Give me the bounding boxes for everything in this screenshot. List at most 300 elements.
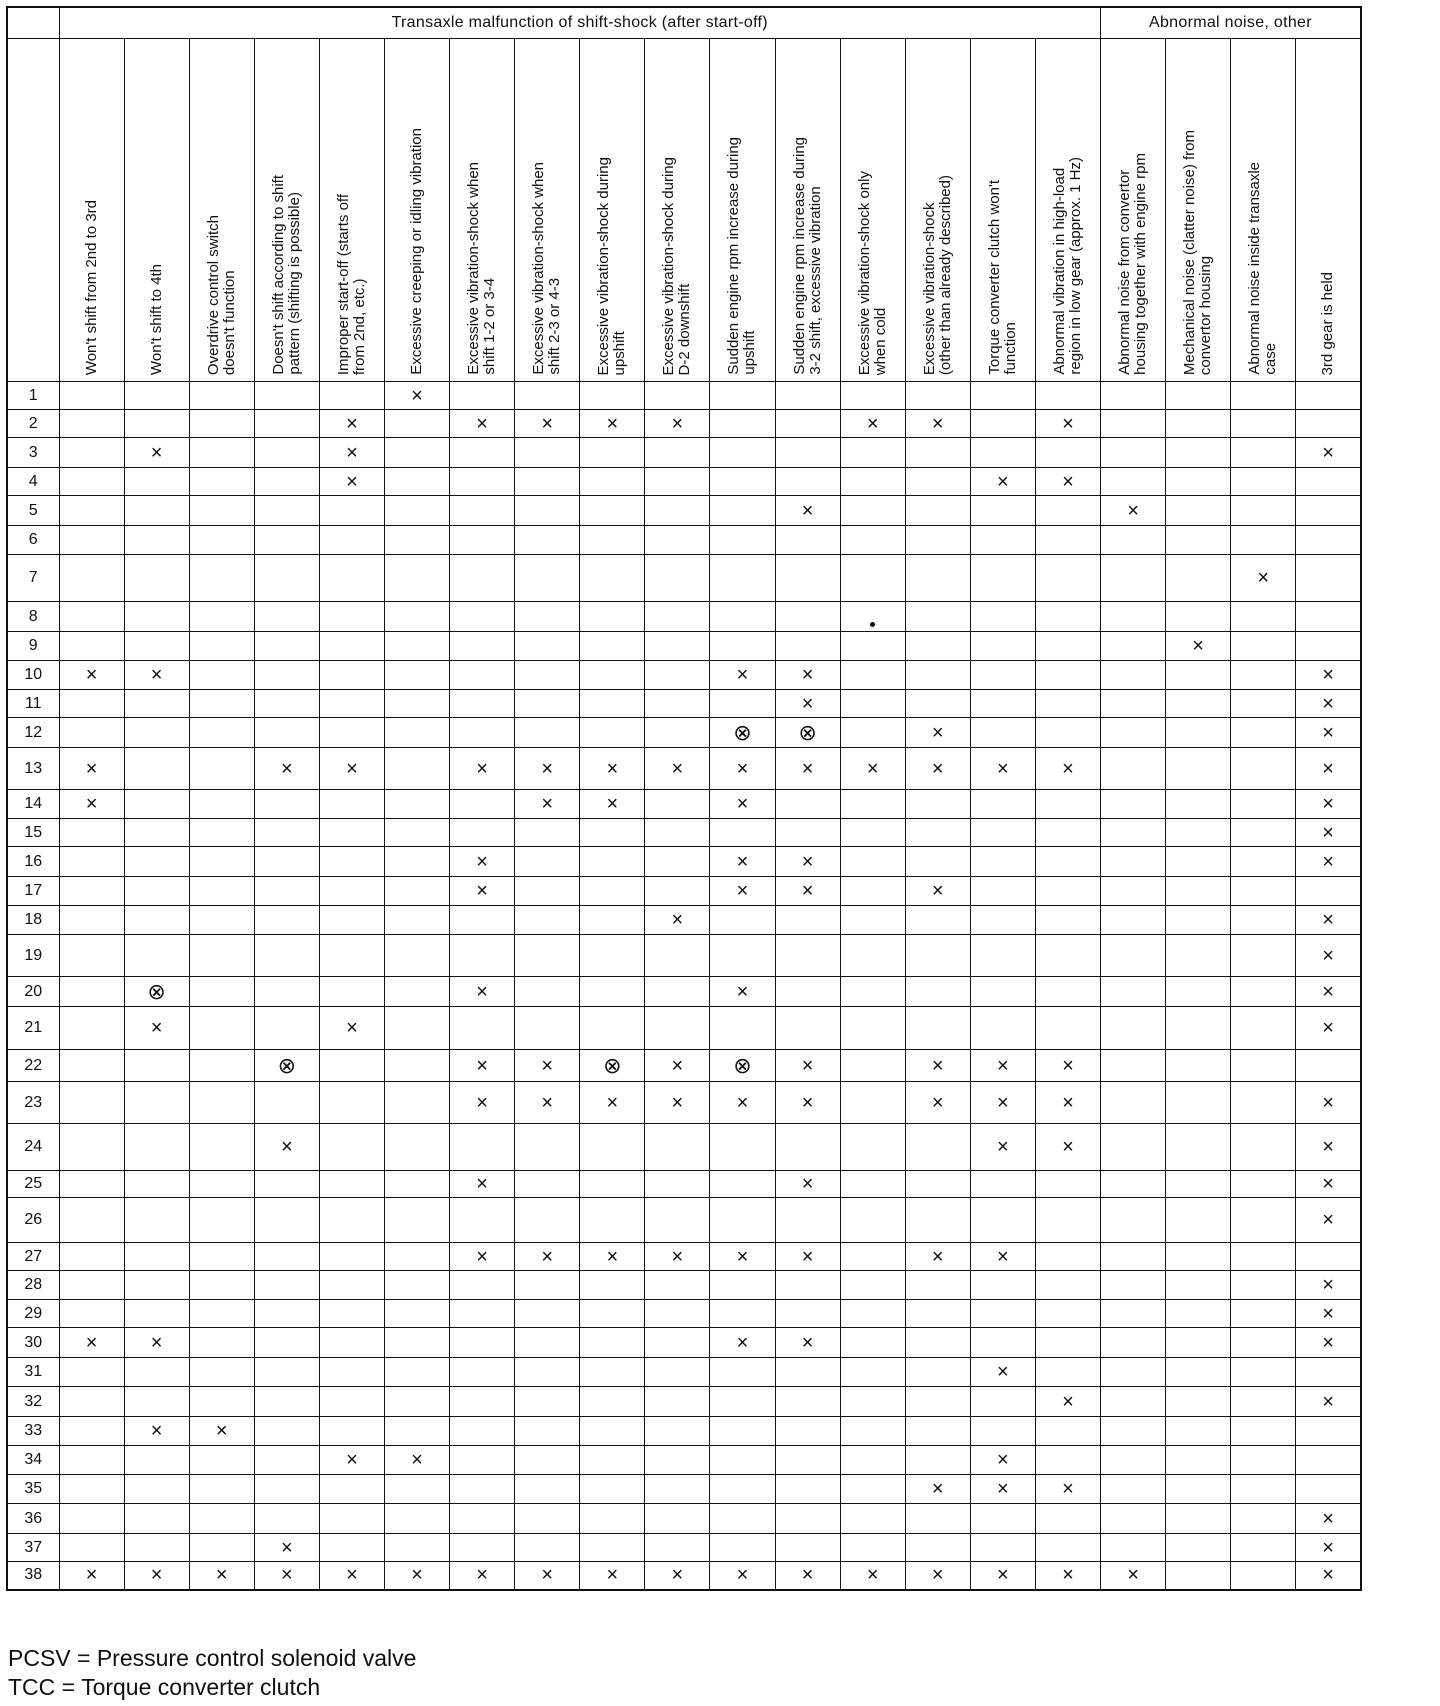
table-row xyxy=(7,1271,1361,1300)
empty-cell xyxy=(1101,1328,1166,1358)
cross-mark: × xyxy=(450,1171,515,1198)
column-header-label: Mechanical noise (clatter noise) from convertor housing xyxy=(1181,129,1215,375)
table-row xyxy=(7,1171,1361,1198)
empty-cell xyxy=(645,526,710,555)
empty-cell xyxy=(189,496,254,526)
empty-cell xyxy=(1231,1562,1296,1590)
empty-cell xyxy=(775,1446,840,1475)
empty-cell xyxy=(515,977,580,1007)
cross-mark: × xyxy=(59,661,124,690)
empty-cell xyxy=(710,438,775,468)
empty-cell xyxy=(970,602,1035,632)
empty-cell xyxy=(254,1417,319,1446)
empty-cell xyxy=(1166,819,1231,847)
column-header xyxy=(254,39,319,382)
empty-cell xyxy=(645,382,710,410)
empty-cell xyxy=(319,1171,384,1198)
empty-cell xyxy=(840,1050,905,1082)
empty-cell xyxy=(1166,1171,1231,1198)
empty-cell xyxy=(59,935,124,977)
empty-cell xyxy=(840,438,905,468)
empty-cell xyxy=(840,1082,905,1124)
cross-mark: × xyxy=(580,748,645,790)
empty-cell xyxy=(1101,1271,1166,1300)
empty-cell xyxy=(384,906,449,935)
empty-cell xyxy=(1101,1417,1166,1446)
group-header-transaxle: Transaxle malfunction of shift-shock (after start-off) xyxy=(59,7,1101,39)
empty-cell xyxy=(645,1534,710,1562)
cross-mark: × xyxy=(710,847,775,877)
empty-cell xyxy=(710,1534,775,1562)
table-row xyxy=(7,819,1361,847)
empty-cell xyxy=(645,468,710,496)
cross-mark: × xyxy=(970,468,1035,496)
empty-cell xyxy=(1296,555,1361,602)
empty-cell xyxy=(59,410,124,438)
cross-mark: × xyxy=(515,1562,580,1590)
empty-cell xyxy=(59,382,124,410)
empty-cell xyxy=(840,382,905,410)
cross-mark: × xyxy=(1101,496,1166,526)
empty-cell xyxy=(384,468,449,496)
empty-cell xyxy=(384,1007,449,1050)
cross-mark: × xyxy=(775,1082,840,1124)
row-number: 26 xyxy=(7,1198,59,1243)
empty-cell xyxy=(124,496,189,526)
empty-cell xyxy=(124,819,189,847)
cross-mark: × xyxy=(1035,410,1100,438)
empty-cell xyxy=(905,847,970,877)
empty-cell xyxy=(710,1475,775,1504)
empty-cell xyxy=(1101,1007,1166,1050)
empty-cell xyxy=(1231,526,1296,555)
empty-cell xyxy=(124,1300,189,1328)
row-number: 32 xyxy=(7,1387,59,1417)
empty-cell xyxy=(710,906,775,935)
empty-cell xyxy=(580,1124,645,1171)
cross-mark: × xyxy=(1296,819,1361,847)
empty-cell xyxy=(840,1300,905,1328)
empty-cell xyxy=(905,1417,970,1446)
empty-cell xyxy=(1101,1300,1166,1328)
empty-cell xyxy=(775,935,840,977)
empty-cell xyxy=(710,496,775,526)
cross-mark: × xyxy=(254,1124,319,1171)
empty-cell xyxy=(189,661,254,690)
empty-cell xyxy=(1296,496,1361,526)
cross-mark: × xyxy=(775,1050,840,1082)
table-row xyxy=(7,935,1361,977)
empty-cell xyxy=(384,790,449,819)
row-number: 37 xyxy=(7,1534,59,1562)
cross-mark: × xyxy=(124,1562,189,1590)
empty-cell xyxy=(645,1475,710,1504)
table-row xyxy=(7,1562,1361,1590)
cross-mark: × xyxy=(775,1562,840,1590)
empty-cell xyxy=(905,1328,970,1358)
empty-cell xyxy=(254,382,319,410)
empty-cell xyxy=(515,1300,580,1328)
empty-cell xyxy=(775,555,840,602)
cross-mark: × xyxy=(905,1562,970,1590)
empty-cell xyxy=(1166,1243,1231,1271)
empty-cell xyxy=(840,1007,905,1050)
table-row xyxy=(7,1387,1361,1417)
empty-cell xyxy=(970,819,1035,847)
cross-mark: × xyxy=(1296,1171,1361,1198)
empty-cell xyxy=(1296,877,1361,906)
empty-cell xyxy=(1035,1534,1100,1562)
empty-cell xyxy=(189,438,254,468)
empty-cell xyxy=(580,847,645,877)
cross-mark: × xyxy=(124,1328,189,1358)
empty-cell xyxy=(1231,1534,1296,1562)
empty-cell xyxy=(189,555,254,602)
row-number-header xyxy=(7,39,59,382)
row-number: 16 xyxy=(7,847,59,877)
empty-cell xyxy=(450,632,515,661)
empty-cell xyxy=(254,1504,319,1534)
empty-cell xyxy=(840,1387,905,1417)
empty-cell xyxy=(450,1328,515,1358)
empty-cell xyxy=(515,1475,580,1504)
empty-cell xyxy=(840,906,905,935)
empty-cell xyxy=(710,1198,775,1243)
empty-cell xyxy=(59,819,124,847)
cross-mark: × xyxy=(59,748,124,790)
empty-cell xyxy=(124,1504,189,1534)
empty-cell xyxy=(580,1358,645,1387)
empty-cell xyxy=(384,1243,449,1271)
cross-mark: × xyxy=(905,748,970,790)
empty-cell xyxy=(59,1198,124,1243)
empty-cell xyxy=(710,1417,775,1446)
column-header-label: 3rd gear is held xyxy=(1319,271,1337,375)
empty-cell xyxy=(905,555,970,602)
cross-mark: × xyxy=(905,877,970,906)
empty-cell xyxy=(59,468,124,496)
column-header xyxy=(319,39,384,382)
empty-cell xyxy=(1101,382,1166,410)
empty-cell xyxy=(515,1446,580,1475)
empty-cell xyxy=(59,1007,124,1050)
empty-cell xyxy=(840,847,905,877)
row-number: 9 xyxy=(7,632,59,661)
empty-cell xyxy=(189,632,254,661)
empty-cell xyxy=(580,877,645,906)
empty-cell xyxy=(515,935,580,977)
table-row xyxy=(7,555,1361,602)
empty-cell xyxy=(450,1124,515,1171)
cross-mark: × xyxy=(1296,1328,1361,1358)
empty-cell xyxy=(1166,410,1231,438)
empty-cell xyxy=(450,468,515,496)
empty-cell xyxy=(710,1124,775,1171)
empty-cell xyxy=(515,496,580,526)
empty-cell xyxy=(59,1082,124,1124)
empty-cell xyxy=(1231,819,1296,847)
empty-cell xyxy=(254,935,319,977)
empty-cell xyxy=(384,1475,449,1504)
empty-cell xyxy=(319,935,384,977)
cross-mark: × xyxy=(970,1124,1035,1171)
empty-cell xyxy=(580,1328,645,1358)
table-row xyxy=(7,1475,1361,1504)
empty-cell xyxy=(189,1271,254,1300)
cross-mark: × xyxy=(775,1171,840,1198)
empty-cell xyxy=(710,935,775,977)
empty-cell xyxy=(59,1446,124,1475)
empty-cell xyxy=(580,1007,645,1050)
cross-mark: × xyxy=(905,1475,970,1504)
table-row xyxy=(7,1534,1361,1562)
empty-cell xyxy=(189,1534,254,1562)
empty-cell xyxy=(775,977,840,1007)
cross-mark: × xyxy=(710,790,775,819)
cross-mark: × xyxy=(645,1082,710,1124)
empty-cell xyxy=(645,1198,710,1243)
empty-cell xyxy=(775,1300,840,1328)
empty-cell xyxy=(384,602,449,632)
empty-cell xyxy=(1166,847,1231,877)
empty-cell xyxy=(1166,1534,1231,1562)
dot-mark xyxy=(840,602,905,632)
empty-cell xyxy=(319,1417,384,1446)
empty-cell xyxy=(124,1124,189,1171)
empty-cell xyxy=(515,1417,580,1446)
empty-cell xyxy=(1231,410,1296,438)
empty-cell xyxy=(970,690,1035,718)
empty-cell xyxy=(1035,526,1100,555)
cross-mark: × xyxy=(1296,1300,1361,1328)
cross-mark: × xyxy=(970,1475,1035,1504)
empty-cell xyxy=(580,977,645,1007)
empty-cell xyxy=(124,935,189,977)
cross-mark: × xyxy=(905,1243,970,1271)
empty-cell xyxy=(970,718,1035,748)
empty-cell xyxy=(189,1504,254,1534)
row-number: 19 xyxy=(7,935,59,977)
empty-cell xyxy=(710,819,775,847)
empty-cell xyxy=(645,877,710,906)
empty-cell xyxy=(450,526,515,555)
empty-cell xyxy=(710,1387,775,1417)
empty-cell xyxy=(970,1300,1035,1328)
table-row xyxy=(7,906,1361,935)
empty-cell xyxy=(840,1243,905,1271)
empty-cell xyxy=(319,1328,384,1358)
empty-cell xyxy=(1166,790,1231,819)
empty-cell xyxy=(59,1243,124,1271)
empty-cell xyxy=(254,1243,319,1271)
empty-cell xyxy=(580,1417,645,1446)
empty-cell xyxy=(450,555,515,602)
cross-mark: × xyxy=(775,847,840,877)
cross-mark: × xyxy=(319,1446,384,1475)
empty-cell xyxy=(775,819,840,847)
empty-cell xyxy=(645,1124,710,1171)
empty-cell xyxy=(580,718,645,748)
empty-cell xyxy=(450,496,515,526)
empty-cell xyxy=(1035,1243,1100,1271)
empty-cell xyxy=(970,382,1035,410)
cross-mark: × xyxy=(970,1358,1035,1387)
empty-cell xyxy=(319,555,384,602)
cross-mark: × xyxy=(450,748,515,790)
empty-cell xyxy=(189,1050,254,1082)
empty-cell xyxy=(1166,906,1231,935)
empty-cell xyxy=(970,438,1035,468)
column-header-label: Abnormal noise from convertor housing together with engine rpm xyxy=(1116,153,1150,375)
empty-cell xyxy=(905,1007,970,1050)
empty-cell xyxy=(1035,602,1100,632)
cross-mark: × xyxy=(319,438,384,468)
empty-cell xyxy=(124,847,189,877)
empty-cell xyxy=(580,526,645,555)
empty-cell xyxy=(254,468,319,496)
empty-cell xyxy=(775,410,840,438)
empty-cell xyxy=(1166,1446,1231,1475)
empty-cell xyxy=(710,632,775,661)
empty-cell xyxy=(319,1271,384,1300)
empty-cell xyxy=(59,718,124,748)
empty-cell xyxy=(319,977,384,1007)
cross-mark: × xyxy=(515,748,580,790)
empty-cell xyxy=(384,718,449,748)
empty-cell xyxy=(1231,1171,1296,1198)
empty-cell xyxy=(970,496,1035,526)
empty-cell xyxy=(580,1534,645,1562)
empty-cell xyxy=(59,438,124,468)
empty-cell xyxy=(970,1007,1035,1050)
empty-cell xyxy=(384,1504,449,1534)
empty-cell xyxy=(645,1171,710,1198)
empty-cell xyxy=(1035,1504,1100,1534)
empty-cell xyxy=(905,468,970,496)
empty-cell xyxy=(189,1243,254,1271)
empty-cell xyxy=(775,1475,840,1504)
empty-cell xyxy=(1101,906,1166,935)
column-header-label: Improper start-off (starts off from 2nd, etc.) xyxy=(334,193,368,375)
empty-cell xyxy=(319,632,384,661)
empty-cell xyxy=(1231,602,1296,632)
column-header xyxy=(1101,39,1166,382)
row-number: 3 xyxy=(7,438,59,468)
cross-mark: × xyxy=(970,1243,1035,1271)
empty-cell xyxy=(840,1534,905,1562)
empty-cell xyxy=(189,847,254,877)
table-row xyxy=(7,661,1361,690)
empty-cell xyxy=(1231,1300,1296,1328)
empty-cell xyxy=(970,1534,1035,1562)
cross-mark: × xyxy=(1101,1562,1166,1590)
empty-cell xyxy=(124,1171,189,1198)
empty-cell xyxy=(970,1504,1035,1534)
empty-cell xyxy=(1296,1475,1361,1504)
empty-cell xyxy=(1296,1446,1361,1475)
row-number: 21 xyxy=(7,1007,59,1050)
column-header xyxy=(905,39,970,382)
column-header-label: Won't shift to 4th xyxy=(147,264,165,375)
cross-mark: × xyxy=(580,1562,645,1590)
cross-mark: × xyxy=(1296,1387,1361,1417)
empty-cell xyxy=(1166,1082,1231,1124)
empty-cell xyxy=(124,468,189,496)
column-header xyxy=(1231,39,1296,382)
empty-cell xyxy=(124,1082,189,1124)
empty-cell xyxy=(580,661,645,690)
empty-cell xyxy=(1166,1358,1231,1387)
column-header xyxy=(645,39,710,382)
empty-cell xyxy=(710,555,775,602)
empty-cell xyxy=(1035,790,1100,819)
cross-mark: × xyxy=(254,1534,319,1562)
cross-mark: × xyxy=(384,382,449,410)
empty-cell xyxy=(840,690,905,718)
empty-cell xyxy=(1101,690,1166,718)
empty-cell xyxy=(515,877,580,906)
table-row xyxy=(7,1358,1361,1387)
cross-mark: × xyxy=(710,877,775,906)
empty-cell xyxy=(1166,977,1231,1007)
cross-mark: × xyxy=(450,847,515,877)
empty-cell xyxy=(645,1387,710,1417)
cross-mark: × xyxy=(124,661,189,690)
empty-cell xyxy=(189,1082,254,1124)
empty-cell xyxy=(645,1300,710,1328)
empty-cell xyxy=(384,1358,449,1387)
empty-cell xyxy=(1101,1050,1166,1082)
empty-cell xyxy=(1166,1562,1231,1590)
empty-cell xyxy=(970,1328,1035,1358)
empty-cell xyxy=(1035,1198,1100,1243)
empty-cell xyxy=(710,1504,775,1534)
empty-cell xyxy=(1296,468,1361,496)
empty-cell xyxy=(970,790,1035,819)
empty-cell xyxy=(1035,906,1100,935)
cross-mark: × xyxy=(1296,661,1361,690)
empty-cell xyxy=(905,977,970,1007)
empty-cell xyxy=(1035,690,1100,718)
cross-mark: × xyxy=(1296,790,1361,819)
row-number: 29 xyxy=(7,1300,59,1328)
cross-mark: × xyxy=(1035,748,1100,790)
empty-cell xyxy=(645,555,710,602)
table-row xyxy=(7,526,1361,555)
table-row xyxy=(7,410,1361,438)
column-header-label: Won't shift from 2nd to 3rd xyxy=(82,199,100,375)
empty-cell xyxy=(254,877,319,906)
table-row xyxy=(7,718,1361,748)
cross-mark: × xyxy=(319,1562,384,1590)
empty-cell xyxy=(384,877,449,906)
table-row xyxy=(7,602,1361,632)
empty-cell xyxy=(840,819,905,847)
empty-cell xyxy=(124,1198,189,1243)
column-header-label: Excessive vibration-shock during D-2 downshift xyxy=(660,156,694,375)
empty-cell xyxy=(1231,496,1296,526)
empty-cell xyxy=(905,1387,970,1417)
empty-cell xyxy=(580,1504,645,1534)
empty-cell xyxy=(189,410,254,438)
empty-cell xyxy=(124,1243,189,1271)
empty-cell xyxy=(840,526,905,555)
empty-cell xyxy=(1166,555,1231,602)
empty-cell xyxy=(970,1271,1035,1300)
row-number: 15 xyxy=(7,819,59,847)
cross-mark: × xyxy=(905,410,970,438)
empty-cell xyxy=(450,438,515,468)
